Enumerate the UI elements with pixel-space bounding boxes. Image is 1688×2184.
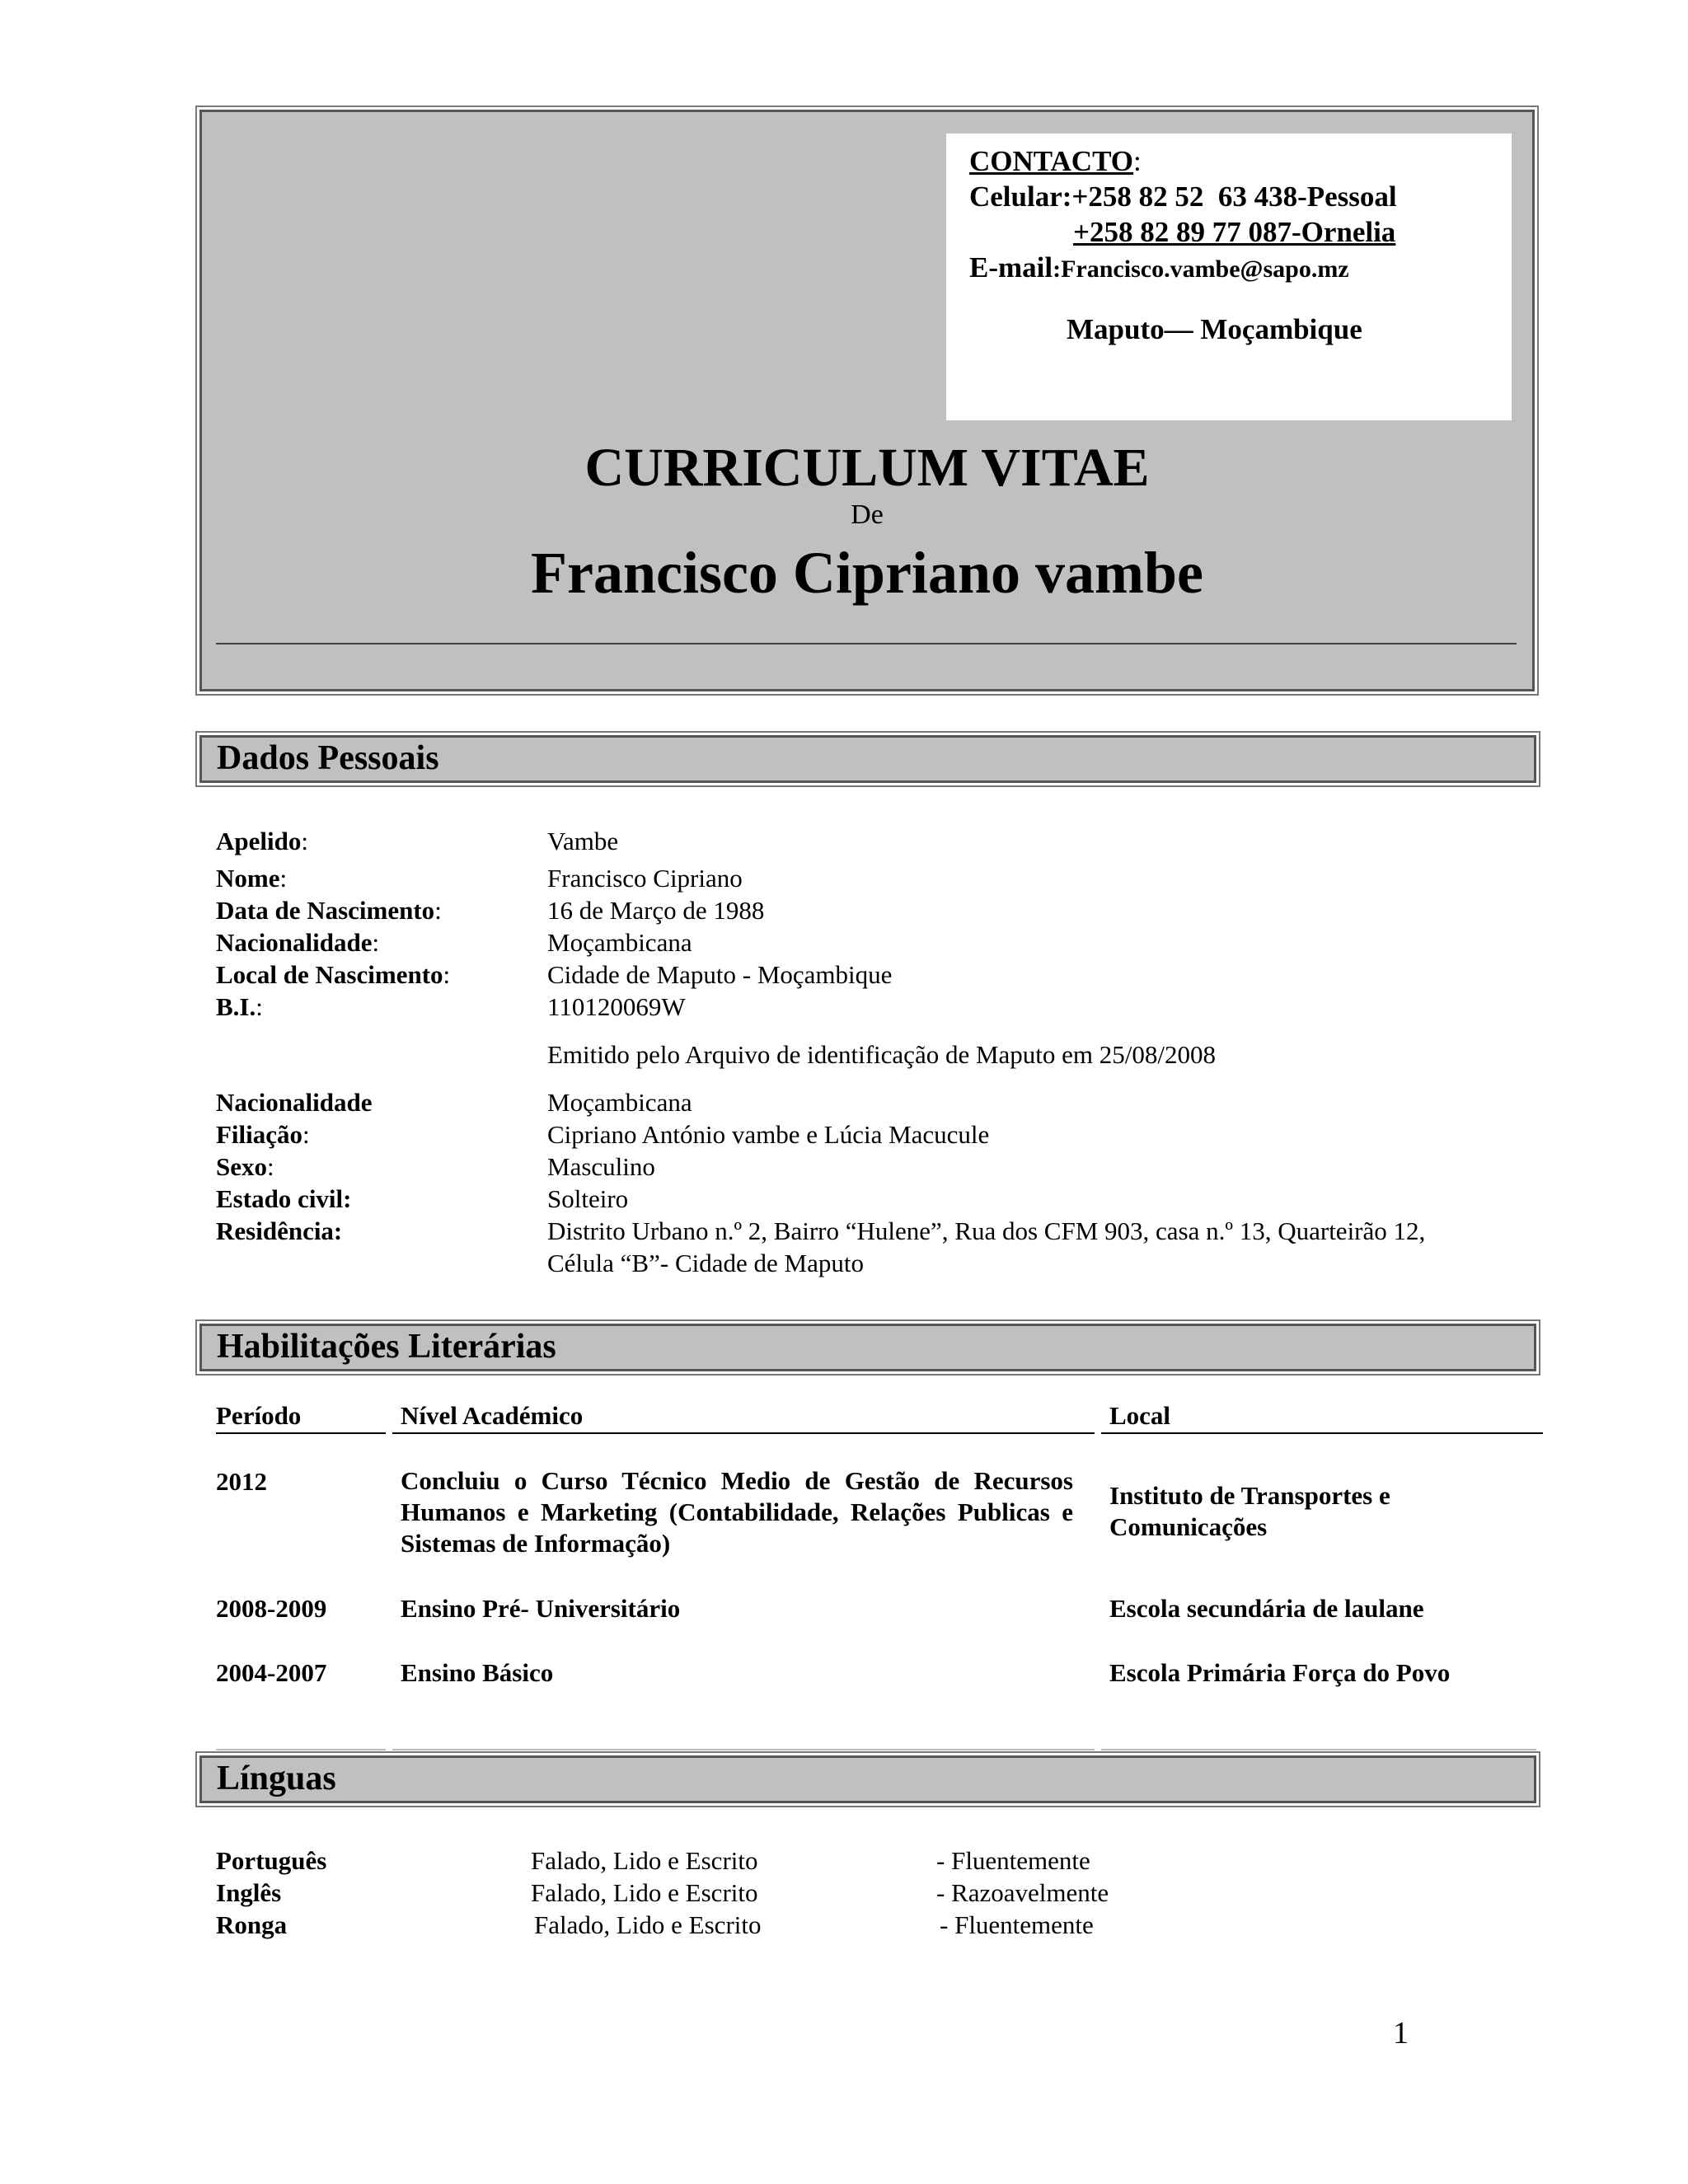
personal-value: Moçambicana [547, 1088, 692, 1117]
personal-label: Nome: [216, 864, 288, 893]
section-languages: Línguas [199, 1755, 1536, 1803]
section-personal: Dados Pessoais [199, 735, 1536, 783]
personal-value: Francisco Cipriano [547, 864, 743, 893]
contact-box [946, 134, 1512, 420]
email-label: E-mail [969, 251, 1053, 284]
language-name: Ronga [216, 1910, 288, 1939]
edu-header-period: Período [216, 1401, 302, 1430]
personal-label: Data de Nascimento: [216, 896, 442, 925]
language-name: Português [216, 1846, 327, 1875]
contact-heading-line: CONTACTO: [969, 145, 1142, 177]
personal-label: Local de Nascimento: [216, 960, 451, 989]
email-line [969, 250, 1489, 287]
edu-header-line [216, 1432, 386, 1434]
email-value[interactable]: :Francisco.vambe@sapo.mz [1053, 255, 1349, 283]
personal-label: Estado civil: [216, 1184, 352, 1213]
personal-value: Cipriano António vambe e Lúcia Macucule [547, 1120, 990, 1149]
personal-label: Nacionalidade: [216, 928, 380, 957]
personal-value: Emitido pelo Arquivo de identificação de Maputo em 25/08/2008 [547, 1040, 1216, 1069]
edu-header-line [1101, 1432, 1543, 1434]
edu-footer-line [392, 1749, 1095, 1750]
personal-value: Distrito Urbano n.º 2, Bairro “Hulene”, Rua dos CFM 903, casa n.º 13, Quarteirão 12, [547, 1216, 1426, 1245]
personal-label: Residência: [216, 1216, 343, 1245]
header-divider [216, 643, 1517, 644]
edu-header-level: Nível Académico [401, 1401, 584, 1430]
edu-header-line [392, 1432, 1095, 1434]
language-level: - Razoavelmente [936, 1878, 1109, 1907]
phone-label: Celular: [969, 180, 1072, 213]
contact-heading: CONTACTO [969, 145, 1134, 177]
language-skills: Falado, Lido e Escrito [534, 1910, 762, 1939]
edu-local: Instituto de Transportes e Comunicações [1109, 1481, 1390, 1541]
language-level: - Fluentemente [936, 1846, 1090, 1875]
language-level: - Fluentemente [940, 1910, 1094, 1939]
cv-name: Francisco Cipriano vambe [531, 540, 1203, 606]
personal-label: Filiação: [216, 1120, 310, 1149]
phone-line [969, 179, 1489, 214]
phone-personal: +258 82 52 63 438-Pessoal [1071, 180, 1397, 213]
edu-period: 2012 [216, 1467, 267, 1496]
personal-value: 110120069W [547, 992, 686, 1021]
edu-footer-line [1101, 1749, 1536, 1750]
edu-period: 2004-2007 [216, 1658, 327, 1687]
cv-title: CURRICULUM VITAE [584, 438, 1150, 498]
cv-de: De [851, 499, 884, 530]
personal-value: 16 de Março de 1988 [547, 896, 765, 925]
personal-value: Vambe [547, 827, 619, 855]
edu-local: Escola secundária de laulane [1109, 1594, 1424, 1623]
phone-other: +258 82 89 77 087-Ornelia [1073, 216, 1396, 248]
language-name: Inglês [216, 1878, 282, 1907]
edu-level: Ensino Básico [401, 1658, 554, 1687]
personal-value: Célula “B”- Cidade de Maputo [547, 1249, 864, 1277]
edu-local: Escola Primária Força do Povo [1109, 1658, 1451, 1687]
language-skills: Falado, Lido e Escrito [531, 1846, 758, 1875]
edu-level: Ensino Pré- Universitário [401, 1594, 681, 1623]
personal-value: Moçambicana [547, 928, 692, 957]
edu-period: 2008-2009 [216, 1594, 327, 1623]
personal-label: Apelido: [216, 827, 308, 855]
personal-label: Nacionalidade [216, 1088, 373, 1117]
contact-city: Maputo— Moçambique [1067, 313, 1362, 345]
personal-label: B.I.: [216, 992, 263, 1021]
section-education: Habilitações Literárias [199, 1324, 1536, 1371]
edu-level: Concluiu o Curso Técnico Medio de Gestão de Recursos Humanos e Marketing (Contabilidade, Relações Publicas e Sistemas de Informação) [401, 1466, 1073, 1558]
language-skills: Falado, Lido e Escrito [531, 1878, 758, 1907]
personal-label: Sexo: [216, 1152, 274, 1181]
page-number: 1 [1393, 2016, 1409, 2050]
personal-value: Cidade de Maputo - Moçambique [547, 960, 893, 989]
edu-footer-line [216, 1749, 386, 1750]
personal-value: Masculino [547, 1152, 655, 1181]
personal-value: Solteiro [547, 1184, 629, 1213]
edu-header-local: Local [1109, 1401, 1171, 1430]
